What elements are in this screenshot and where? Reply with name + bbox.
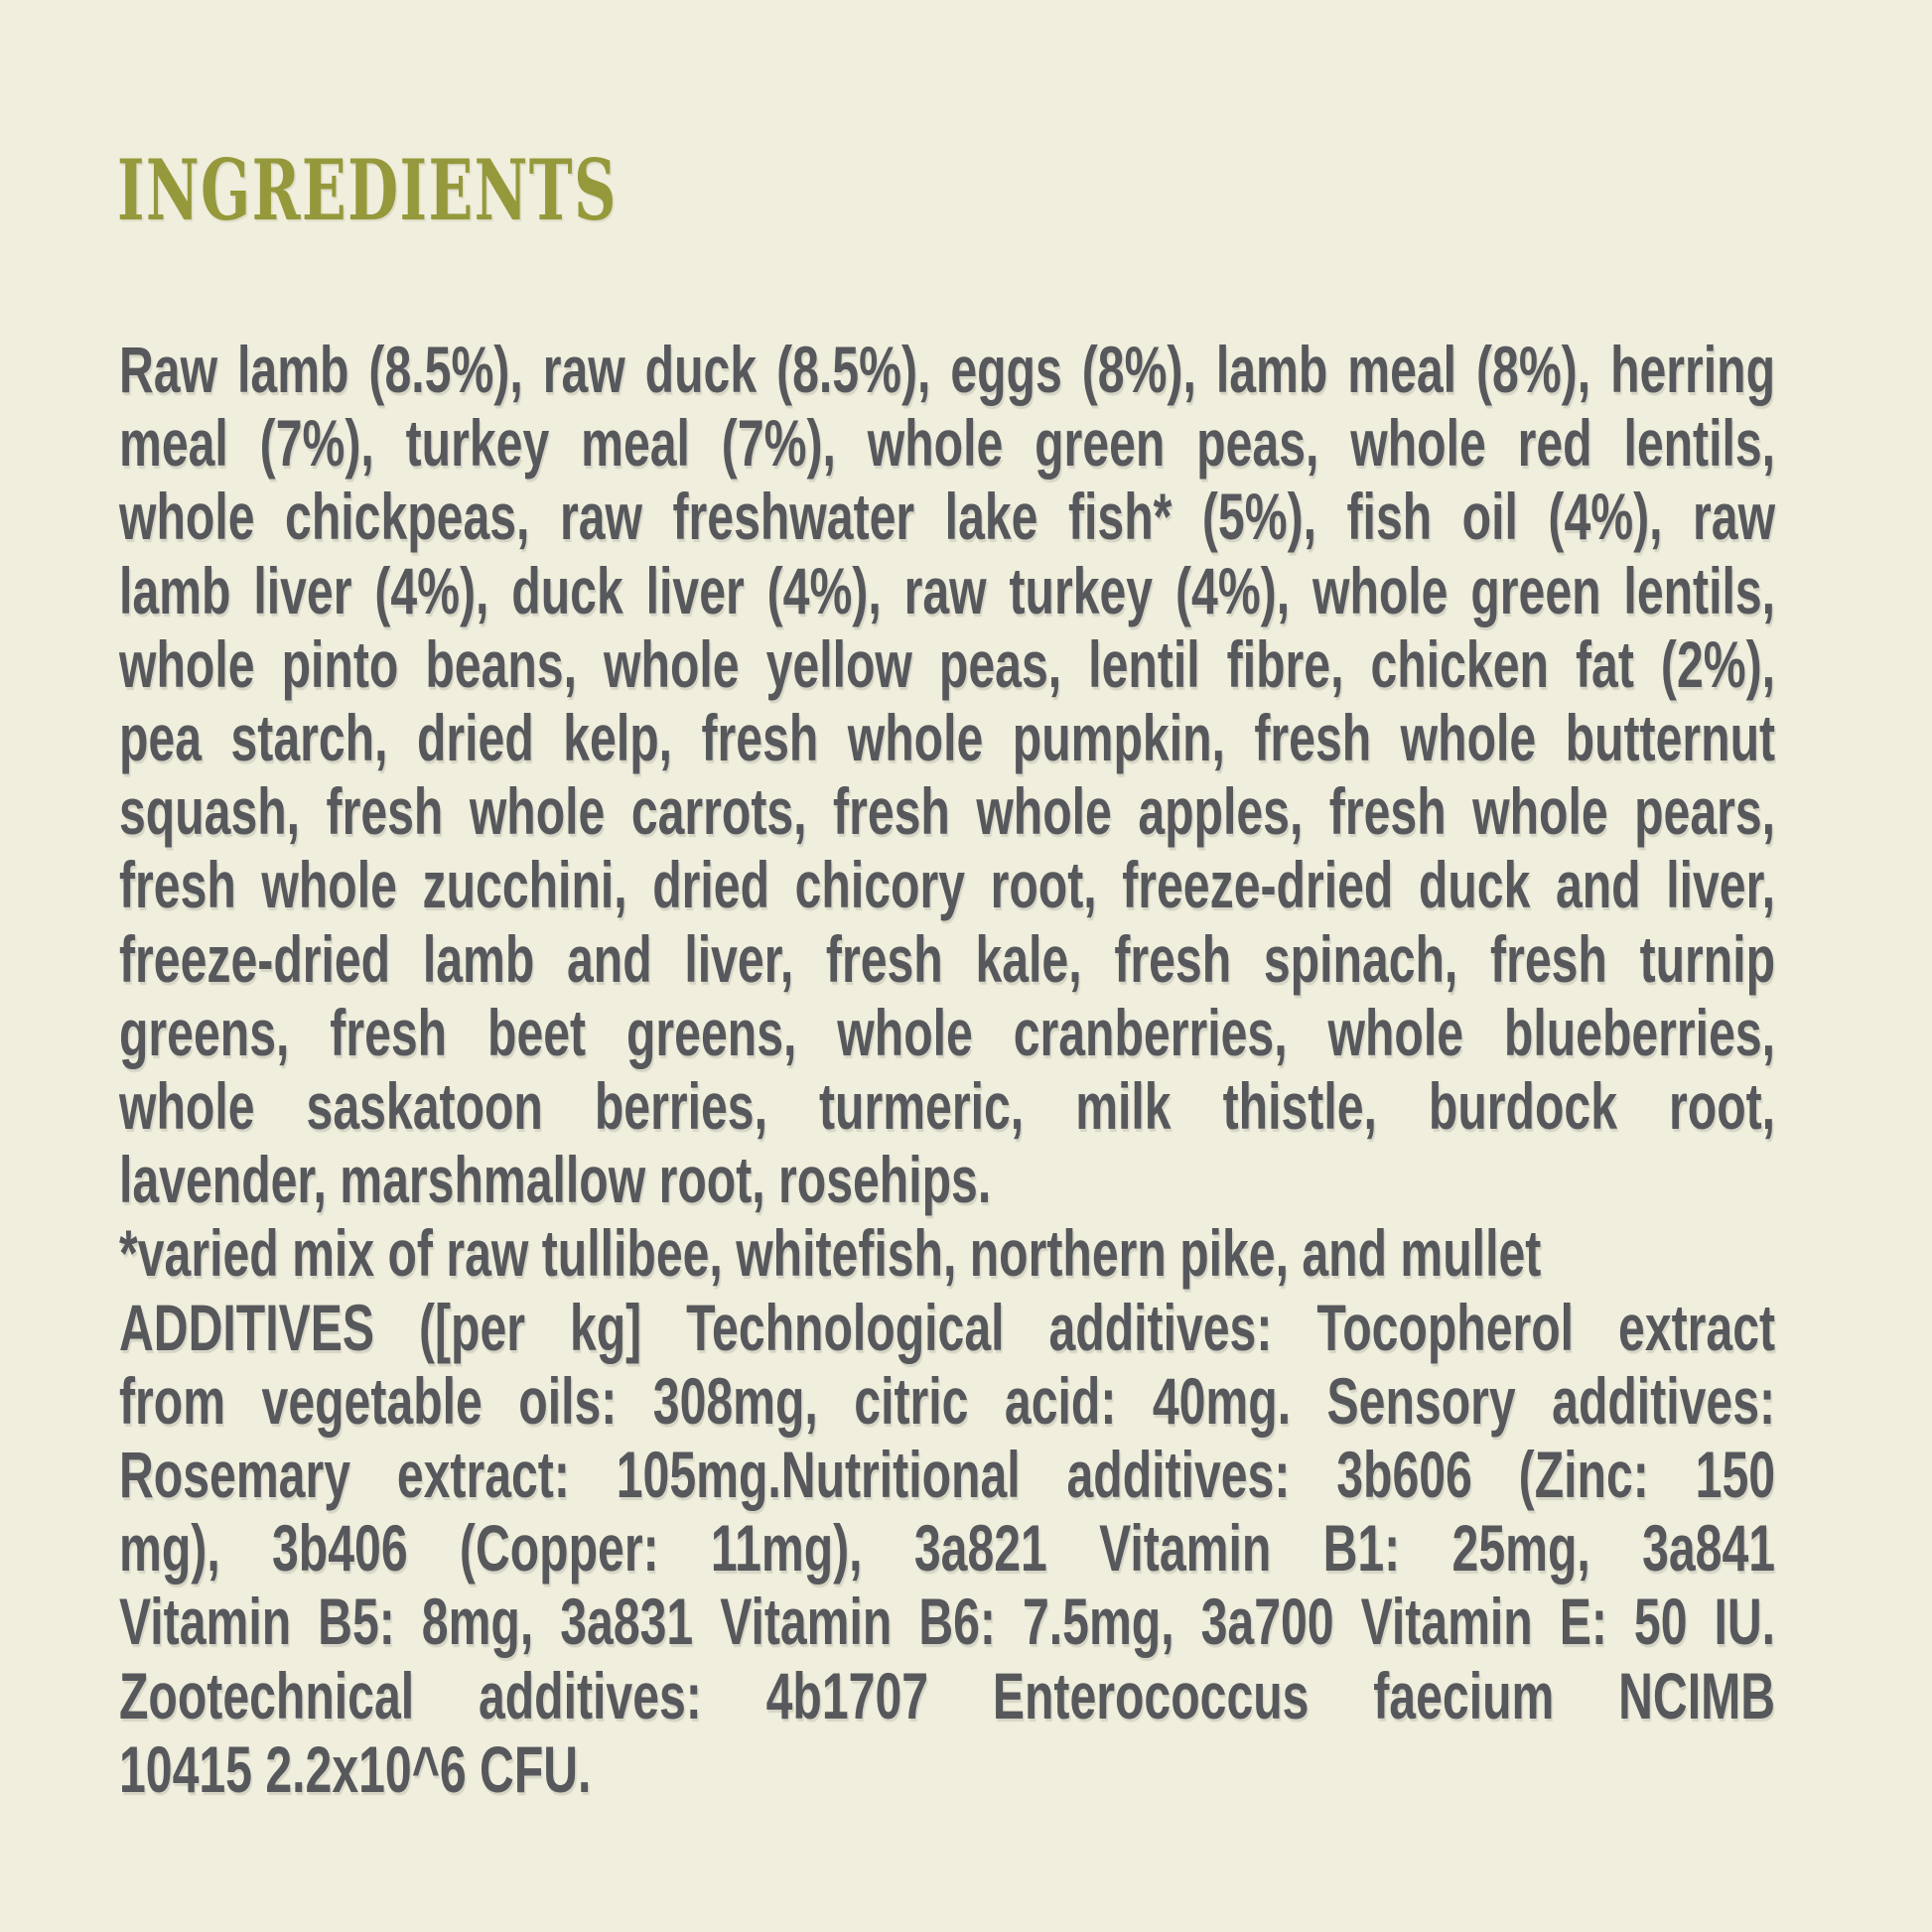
ingredients-line: fresh whole zucchini, dried chicory root, freeze-dried duck and liver, bbox=[119, 848, 1776, 922]
ingredients-line: whole chickpeas, raw freshwater lake fish* (5%), fish oil (4%), raw bbox=[119, 480, 1776, 554]
ingredients-line: meal (7%), turkey meal (7%), whole green peas, whole red lentils, bbox=[119, 406, 1776, 481]
ingredients-line: *varied mix of raw tullibee, whitefish, northern pike, and mullet bbox=[119, 1216, 1542, 1291]
ingredients-line: mg), 3b406 (Copper: 11mg), 3a821 Vitamin B1: 25mg, 3a841 bbox=[119, 1511, 1776, 1586]
ingredients-line: Raw lamb (8.5%), raw duck (8.5%), eggs (8%), lamb meal (8%), herring bbox=[119, 333, 1776, 406]
ingredients-line: Vitamin B5: 8mg, 3a831 Vitamin B6: 7.5mg, 3a700 Vitamin E: 50 IU. bbox=[119, 1585, 1776, 1659]
ingredients-line: squash, fresh whole carrots, fresh whole apples, fresh whole pears, bbox=[119, 774, 1776, 849]
ingredients-line: Rosemary extract: 105mg.Nutritional additives: 3b606 (Zinc: 150 bbox=[119, 1438, 1776, 1512]
ingredients-line: freeze-dried lamb and liver, fresh kale, fresh spinach, fresh turnip bbox=[119, 921, 1776, 996]
ingredients-line: pea starch, dried kelp, fresh whole pumpkin, fresh whole butternut bbox=[119, 701, 1776, 775]
ingredients-line: whole saskatoon berries, turmeric, milk thistle, burdock root, bbox=[119, 1069, 1776, 1144]
ingredients-line: lavender, marshmallow root, rosehips. bbox=[119, 1143, 992, 1217]
ingredients-line: whole pinto beans, whole yellow peas, lentil fibre, chicken fat (2%), bbox=[119, 626, 1776, 701]
ingredients-heading-text: INGREDIENTS bbox=[117, 141, 618, 239]
ingredients-heading bbox=[117, 141, 832, 239]
ingredients-line: from vegetable oils: 308mg, citric acid: 40mg. Sensory additives: bbox=[119, 1363, 1776, 1438]
ingredients-line: ADDITIVES ([per kg] Technological additives: Tocopherol extract bbox=[119, 1290, 1776, 1364]
ingredients-text-lines bbox=[119, 333, 1775, 1806]
ingredients-line: Zootechnical additives: 4b1707 Enterococcus faecium NCIMB bbox=[119, 1658, 1776, 1732]
ingredients-line: greens, fresh beet greens, whole cranberries, whole blueberries, bbox=[119, 995, 1776, 1069]
ingredients-text-block bbox=[119, 333, 1777, 1806]
ingredients-line: 10415 2.2x10^6 CFU. bbox=[119, 1731, 592, 1806]
ingredients-line: lamb liver (4%), duck liver (4%), raw turkey (4%), whole green lentils, bbox=[119, 553, 1776, 627]
